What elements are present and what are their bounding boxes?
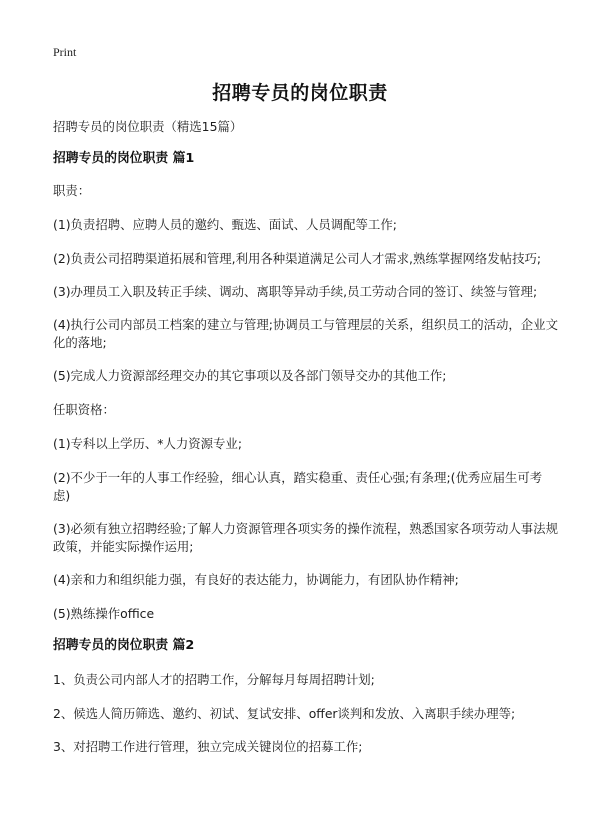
- duties-label: 职责：: [53, 183, 91, 198]
- qualification-item-3: (3)必须有独立招聘经验;了解人力资源管理各项实务的操作流程，熟悉国家各项劳动人事法规政策，并能实际操作运用;: [53, 521, 558, 554]
- qualification-item-5: (5)熟练操作office: [53, 606, 155, 621]
- duty-item-4: (4)执行公司内部员工档案的建立与管理;协调员工与管理层的关系，组织员工的活动，企业文化的落地;: [53, 317, 558, 350]
- duty-item-5: (5)完成人力资源部经理交办的其它事项以及各部门领导交办的其他工作;: [53, 368, 447, 383]
- qualification-item-1: (1)专科以上学历、*人力资源专业;: [53, 436, 242, 451]
- duty-item-2: (2)负责公司招聘渠道拓展和管理,利用各种渠道满足公司人才需求,熟练掌握网络发帖技巧;: [53, 251, 542, 266]
- section2-item-2: 2、候选人简历筛选、邀约、初试、复试安排、offer谈判和发放、入离职手续办理等;: [53, 706, 516, 721]
- page-title: 招聘专员的岗位职责: [212, 82, 388, 104]
- section2-item-1: 1、负责公司内部人才的招聘工作，分解每月每周招聘计划;: [53, 672, 375, 687]
- qualifications-label: 任职资格：: [53, 402, 115, 417]
- section-heading-1: 招聘专员的岗位职责 篇1: [53, 151, 195, 166]
- section-heading-2: 招聘专员的岗位职责 篇2: [53, 638, 195, 653]
- document-subtitle: 招聘专员的岗位职责（精选15篇）: [53, 119, 243, 134]
- print-label[interactable]: Print: [53, 45, 77, 59]
- section2-item-3: 3、对招聘工作进行管理，独立完成关键岗位的招募工作;: [53, 739, 363, 754]
- qualification-item-4: (4)亲和力和组织能力强，有良好的表达能力，协调能力，有团队协作精神;: [53, 572, 459, 587]
- duty-item-3: (3)办理员工入职及转正手续、调动、离职等异动手续,员工劳动合同的签订、续签与管理;: [53, 284, 538, 299]
- duty-item-1: (1)负责招聘、应聘人员的邀约、甄选、面试、人员调配等工作;: [53, 217, 397, 232]
- qualification-item-2: (2)不少于一年的人事工作经验，细心认真，踏实稳重、责任心强;有条理;(优秀应届生可考虑): [53, 470, 543, 503]
- document-body: [53, 118, 558, 756]
